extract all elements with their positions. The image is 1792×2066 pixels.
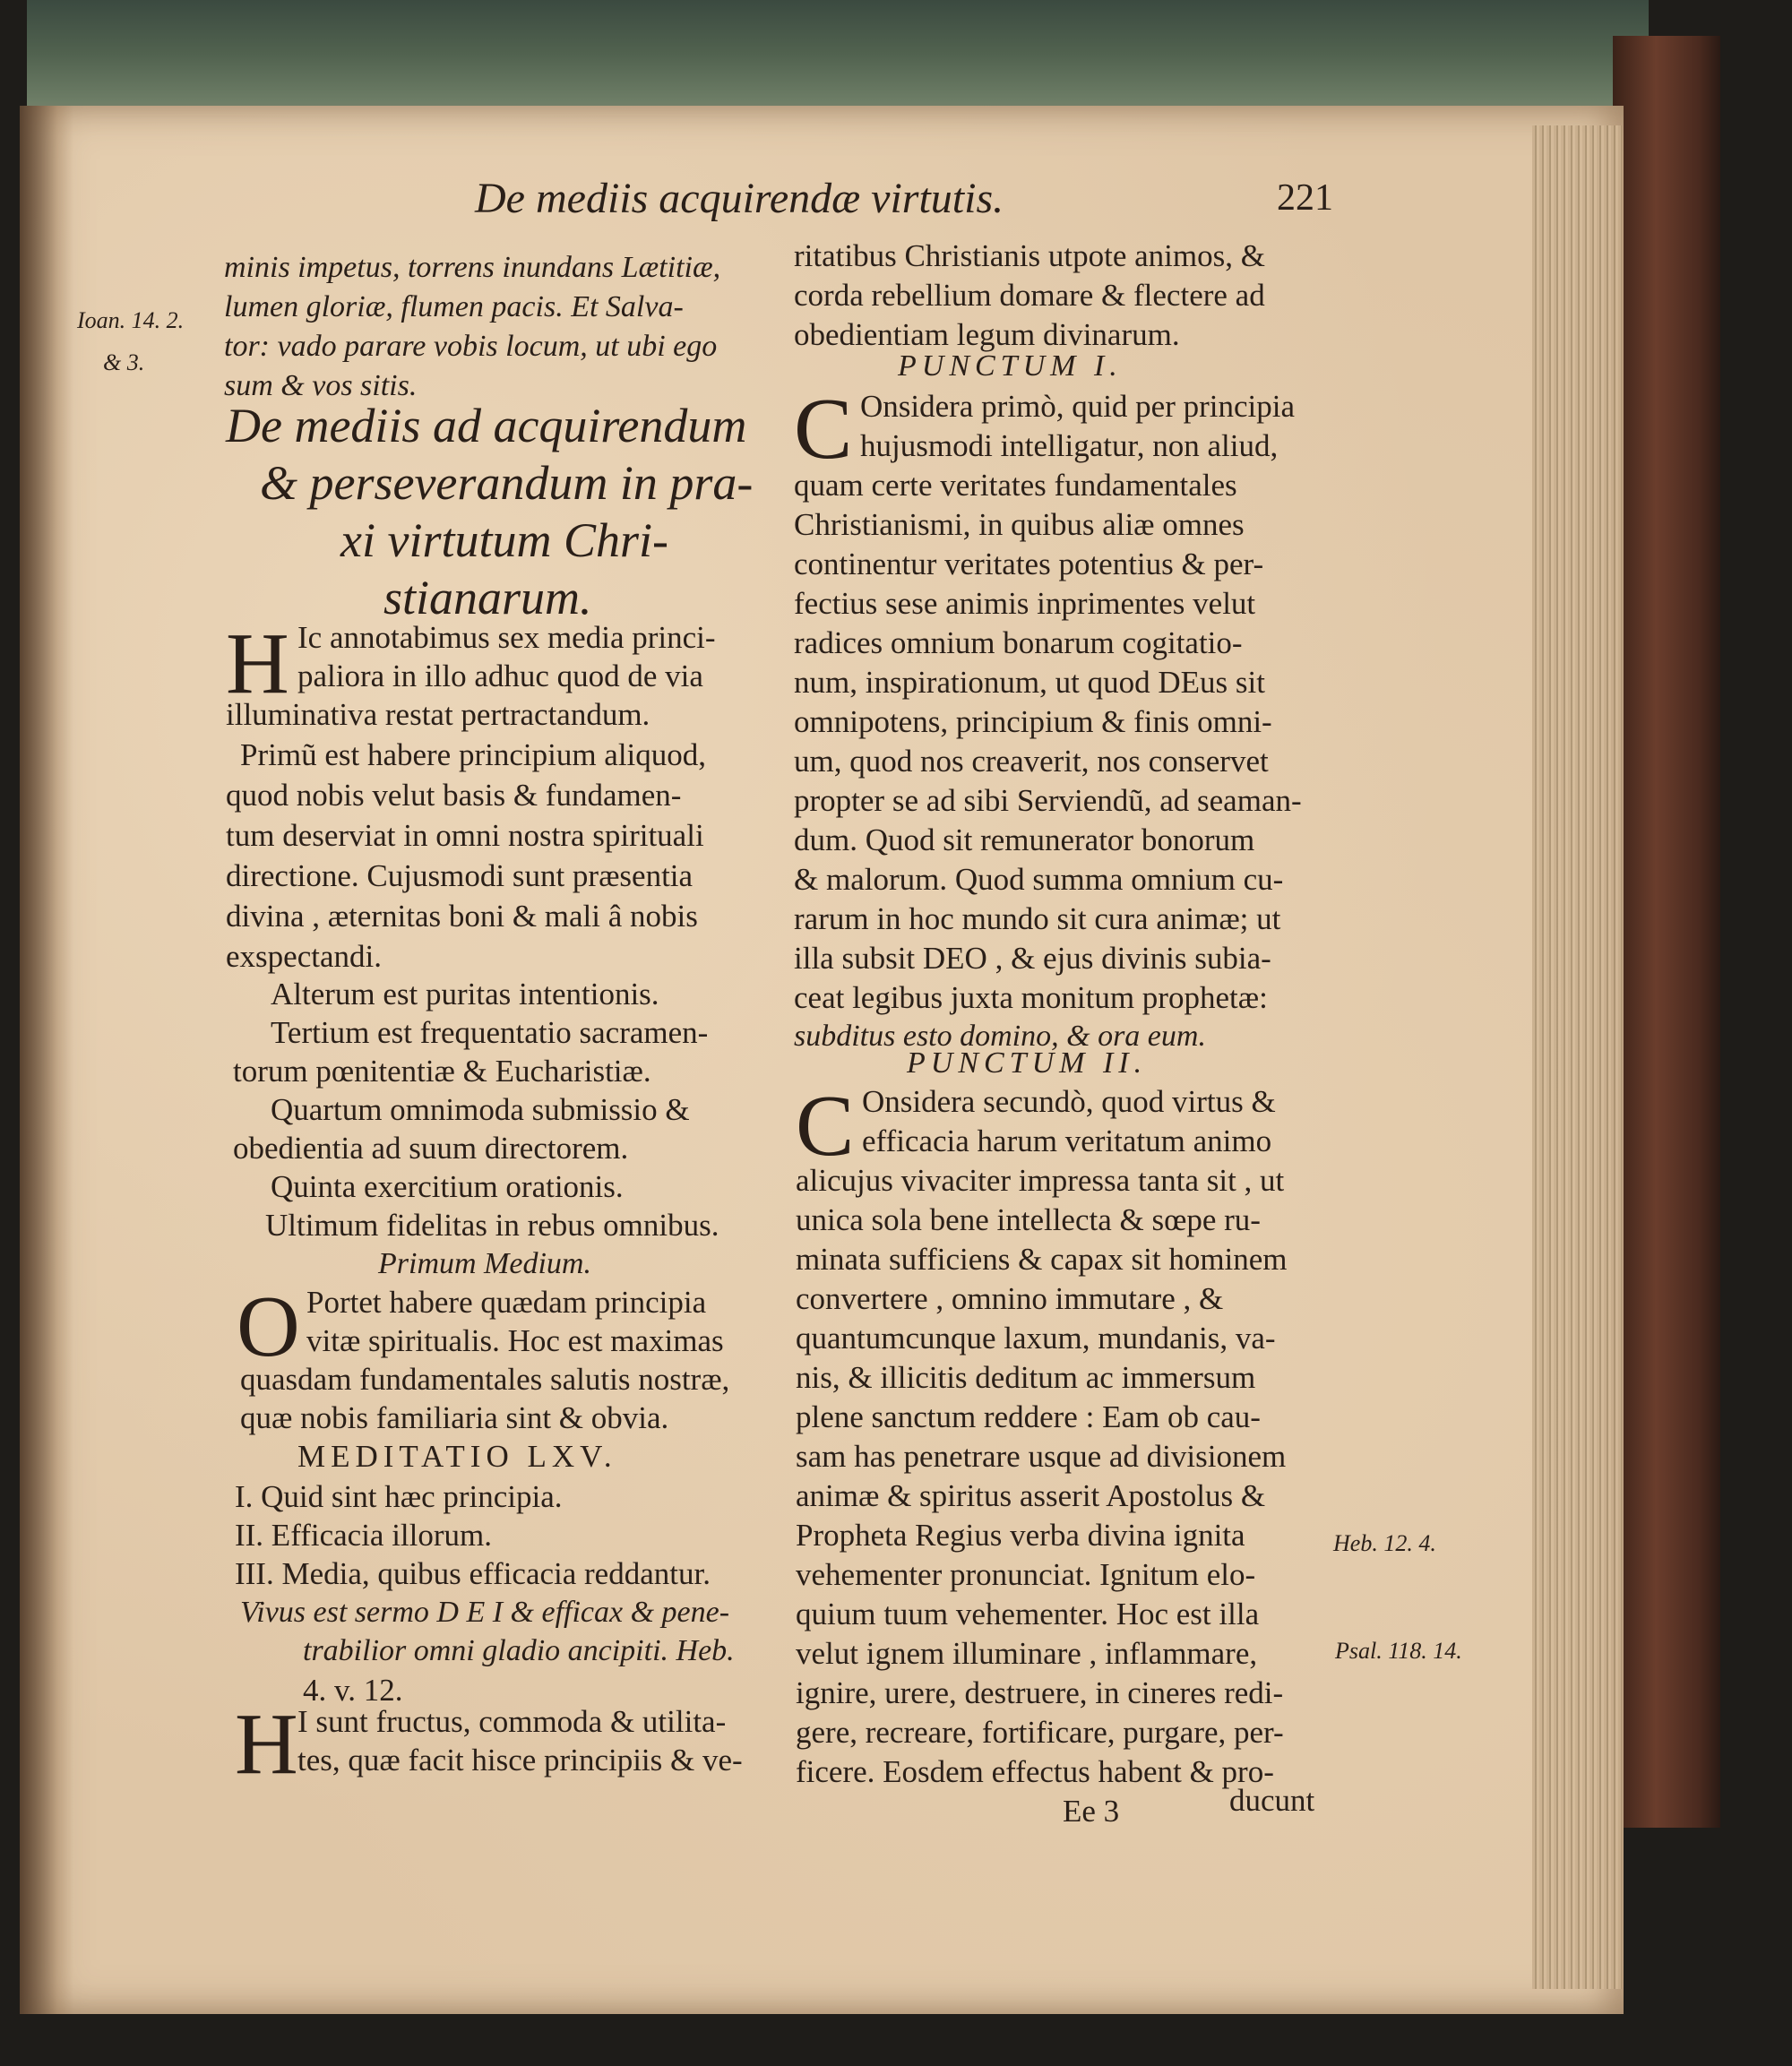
meditation-item: I. Quid sint hæc principia. <box>235 1479 563 1514</box>
drop-cap: C <box>796 1078 855 1175</box>
text-line: um, quod nos creaverit, nos conservet <box>794 744 1269 779</box>
text-line: divina , æternitas boni & mali â nobis <box>226 899 698 934</box>
text-line: radices omnium bonarum cogitatio- <box>794 625 1243 660</box>
text-line: efficacia harum veritatum animo <box>862 1123 1272 1158</box>
text-line: Propheta Regius verba divina ignita <box>796 1518 1245 1553</box>
text-line: nis, & illicitis deditum ac immersum <box>796 1360 1256 1395</box>
text-line: Onsidera secundò, quod virtus & <box>862 1084 1276 1119</box>
text-line: tor: vado parare vobis locum, ut ubi ego <box>224 330 718 363</box>
drop-cap: H <box>226 615 289 712</box>
text-line: directione. Cujusmodi sunt præsentia <box>226 858 694 893</box>
text-line: quam certe veritates fundamentales <box>794 468 1237 503</box>
text-line: ficere. Eosdem effectus habent & pro- <box>796 1754 1274 1789</box>
text-line: Christianismi, in quibus aliæ omnes <box>794 507 1245 542</box>
text-line: Ic annotabimus sex media princi- <box>297 620 716 655</box>
list-item: Quinta exercitium orationis. <box>271 1169 624 1204</box>
text-line: tum deserviat in omni nostra spirituali <box>226 818 704 853</box>
text-line: quæ nobis familiaria sint & obvia. <box>240 1400 669 1435</box>
text-line: dum. Quod sit remunerator bonorum <box>794 822 1255 857</box>
text-line: tes, quæ facit hisce principiis & ve- <box>297 1743 743 1778</box>
signature-mark: Ee 3 <box>1063 1794 1120 1829</box>
meditation-heading: MEDITATIO LXV. <box>297 1439 617 1474</box>
text-line: I sunt fructus, commoda & utilita- <box>297 1704 727 1739</box>
section-title: & perseverandum in pra- <box>260 456 754 510</box>
margin-reference: Psal. 118. 14. <box>1335 1638 1462 1664</box>
text-line: sam has penetrare usque ad divisionem <box>796 1439 1287 1474</box>
text-line: sum & vos sitis. <box>224 369 418 402</box>
text-line: convertere , omnino immutare , & <box>796 1281 1224 1316</box>
list-item: Tertium est frequentatio sacramen- <box>271 1015 709 1050</box>
text-line: vitæ spiritualis. Hoc est maximas <box>306 1323 724 1358</box>
text-line: & malorum. Quod summa omnium cu- <box>794 862 1284 897</box>
margin-reference: Heb. 12. 4. <box>1333 1530 1436 1556</box>
meditation-item: III. Media, quibus efficacia reddantur. <box>235 1556 711 1591</box>
section-title: De mediis ad acquirendum <box>226 399 747 452</box>
text-line: Portet habere quædam principia <box>306 1285 707 1320</box>
scripture-quote: Vivus est sermo D E I & efficax & pene- <box>240 1596 730 1629</box>
text-line: rarum in hoc mundo sit cura animæ; ut <box>794 901 1281 936</box>
text-line: gere, recreare, fortificare, purgare, per- <box>796 1715 1284 1750</box>
list-item: Ultimum fidelitas in rebus omnibus. <box>265 1208 719 1243</box>
text-line: illuminativa restat pertractandum. <box>226 697 650 732</box>
text-line: plene sanctum reddere : Eam ob cau- <box>796 1399 1261 1434</box>
running-header: De mediis acquirendæ virtutis. <box>475 175 1004 222</box>
meditation-item: II. Efficacia illorum. <box>235 1518 493 1553</box>
text-line: Onsidera primò, quid per principia <box>860 389 1296 424</box>
section-heading: PUNCTUM I. <box>898 349 1123 383</box>
list-item: obedientia ad suum directorem. <box>233 1131 629 1166</box>
text-line: hujusmodi intelligatur, non aliud, <box>860 428 1279 463</box>
text-line: vehementer pronunciat. Ignitum elo- <box>796 1557 1256 1592</box>
drop-cap: H <box>235 1696 298 1793</box>
book-cover <box>1613 36 1720 1828</box>
text-line: omnipotens, principium & finis omni- <box>794 704 1272 739</box>
text-line: paliora in illo adhuc quod de via <box>297 659 703 693</box>
text-line: ceat legibus juxta monitum prophetæ: <box>794 980 1268 1015</box>
page-edges <box>1532 125 1622 1989</box>
text-line: corda rebellium domare & flectere ad <box>794 278 1265 313</box>
text-line: lumen gloriæ, flumen pacis. Et Salva- <box>224 290 684 323</box>
text-line: ritatibus Christianis utpote animos, & <box>794 238 1265 273</box>
text-line: quod nobis velut basis & fundamen- <box>226 778 682 813</box>
text-line: minata sufficiens & capax sit hominem <box>796 1242 1288 1277</box>
text-line: quium tuum vehementer. Hoc est illa <box>796 1597 1260 1631</box>
text-line: quasdam fundamentales salutis nostræ, <box>240 1362 730 1397</box>
list-item: Alterum est puritas intentionis. <box>271 977 659 1011</box>
text-line: quantumcunque laxum, mundanis, va- <box>796 1321 1276 1356</box>
page-number: 221 <box>1277 177 1333 219</box>
catchword: ducunt <box>1229 1783 1315 1818</box>
text-line: velut ignem illuminare , inflammare, <box>796 1636 1258 1671</box>
text-line: num, inspirationum, ut quod DEus sit <box>794 665 1265 700</box>
section-title: xi virtutum Chri- <box>340 513 668 567</box>
scripture-quote: 4. v. 12. <box>303 1673 403 1708</box>
list-item: torum pœnitentiæ & Eucharistiæ. <box>233 1054 651 1089</box>
subheading: Primum Medium. <box>378 1247 591 1280</box>
text-line: subditus esto domino, & ora eum. <box>794 1020 1206 1053</box>
drop-cap: O <box>237 1278 300 1375</box>
list-item: Quartum omnimoda submissio & <box>271 1092 690 1127</box>
text-line: continentur veritates potentius & per- <box>794 547 1264 581</box>
text-line: minis impetus, torrens inundans Lætitiæ, <box>224 251 721 284</box>
margin-reference: & 3. <box>103 349 145 375</box>
scripture-quote: trabilior omni gladio ancipiti. Heb. <box>303 1634 735 1667</box>
drop-cap: C <box>794 381 853 478</box>
margin-reference: Ioan. 14. 2. <box>77 307 185 333</box>
section-heading: PUNCTUM II. <box>907 1046 1148 1080</box>
text-line: exspectandi. <box>226 939 382 974</box>
text-line: Primũ est habere principium aliquod, <box>240 737 707 772</box>
text-line: illa subsit DEO , & ejus divinis subia- <box>794 941 1271 976</box>
text-line: fectius sese animis inprimentes velut <box>794 586 1256 621</box>
text-line: propter se ad sibi Serviendũ, ad seaman- <box>794 783 1302 818</box>
section-title: stianarum. <box>383 571 592 624</box>
text-line: unica sola bene intellecta & sœpe ru- <box>796 1202 1261 1237</box>
page-gutter <box>20 106 73 2014</box>
text-line: ignire, urere, destruere, in cineres redi- <box>796 1675 1284 1710</box>
text-line: animæ & spiritus asserit Apostolus & <box>796 1478 1266 1513</box>
text-line: obedientiam legum divinarum. <box>794 317 1180 352</box>
text-line: alicujus vivaciter impressa tanta sit , ut <box>796 1163 1285 1198</box>
